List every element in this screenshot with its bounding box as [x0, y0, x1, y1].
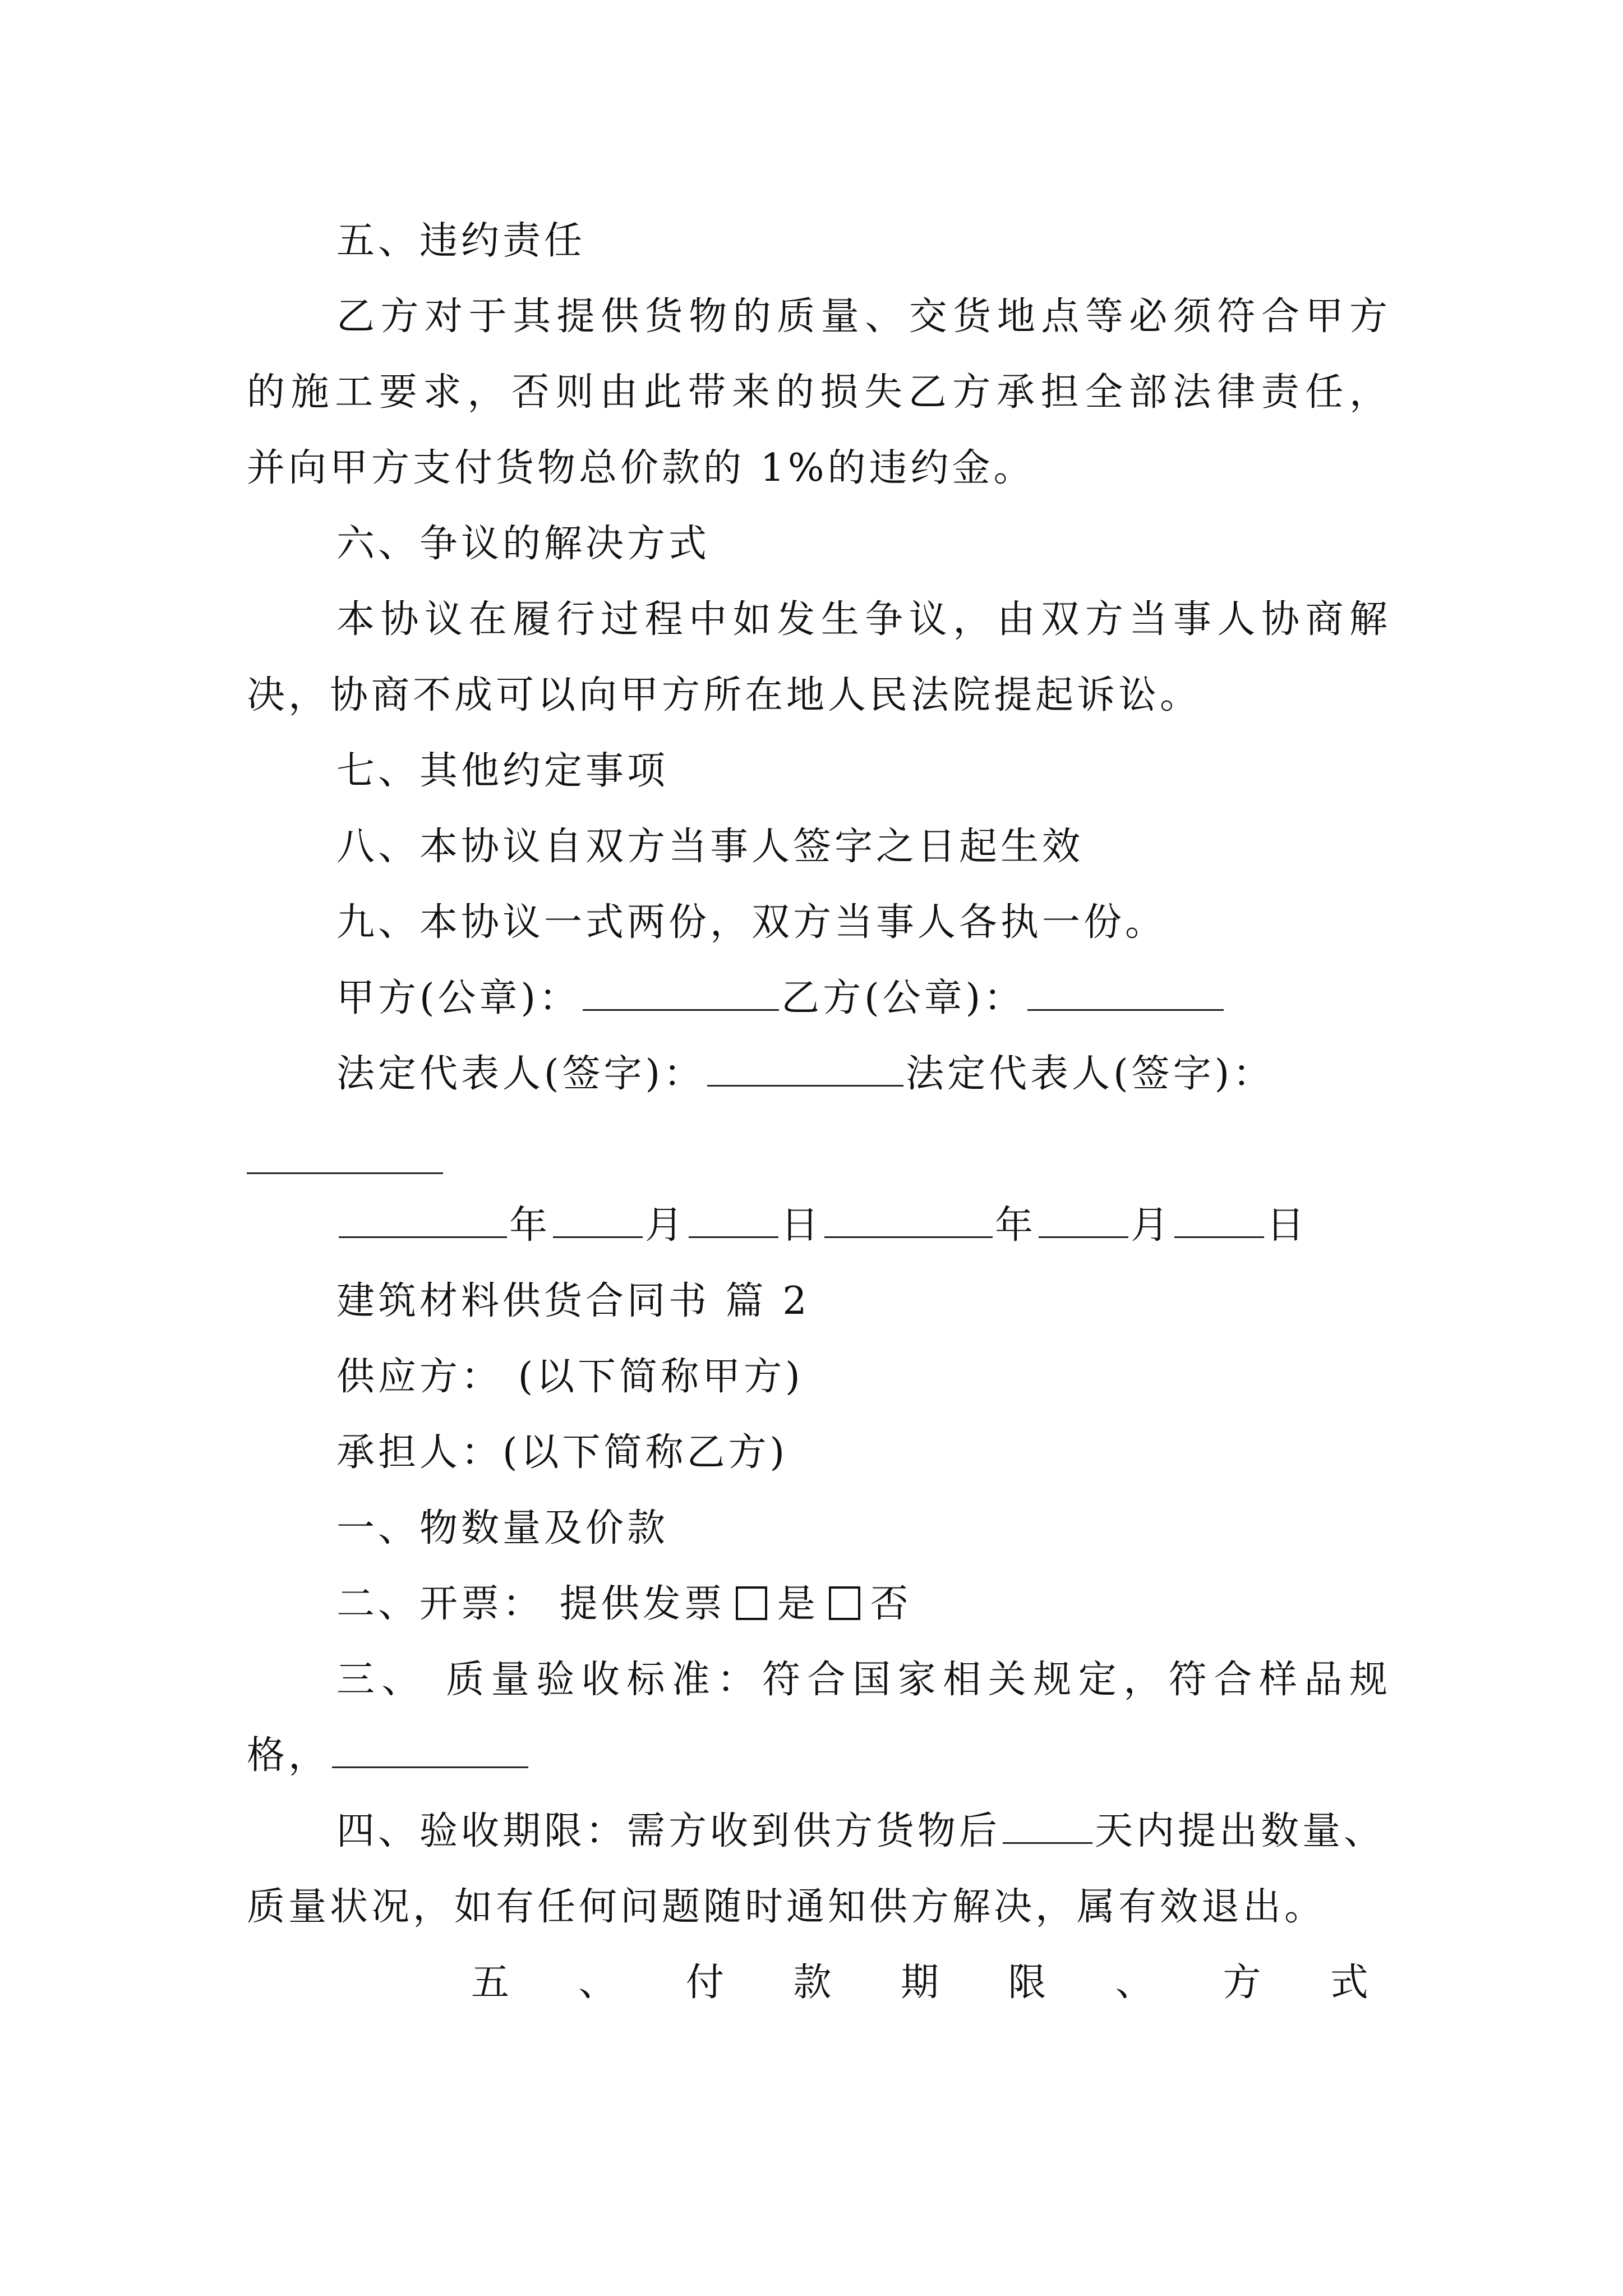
inspection-line	[336, 1806, 1391, 1857]
paragraph-line: 三、 质量验收标准：符合国家相关规定，符合样品规	[336, 1658, 1391, 1702]
inspection-label-tail: 天内提出数量、	[1095, 1809, 1386, 1853]
payment-char: 限	[1008, 1961, 1046, 2005]
payment-char: 期	[900, 1961, 939, 2005]
payment-char: 五	[471, 1961, 510, 2005]
representative-line	[336, 1049, 1391, 1099]
month-blank-a[interactable]	[553, 1234, 643, 1238]
party-a-rep-blank[interactable]	[707, 1083, 903, 1087]
month-label: 月	[645, 1203, 687, 1248]
paragraph-line: 并向甲方支付货物总价款的 1%的违约金。	[247, 446, 1035, 490]
signature-line	[336, 973, 1391, 1024]
supplier-line: 供应方： (以下简称甲方)	[336, 1355, 804, 1399]
inspection-label: 四、验收期限：需方收到供方货物后	[336, 1809, 1001, 1853]
year-blank-a[interactable]	[339, 1234, 507, 1238]
party-b-rep-blank[interactable]	[247, 1172, 443, 1174]
payment-char: 、	[578, 1961, 617, 2005]
day-blank-b[interactable]	[1174, 1234, 1264, 1238]
party-b-seal-blank[interactable]	[1027, 1007, 1224, 1011]
paragraph-line: 格，	[247, 1733, 330, 1778]
contract-title: 建筑材料供货合同书 篇 2	[336, 1279, 810, 1323]
section-heading: 一、物数量及价款	[336, 1506, 669, 1550]
paragraph-line: 本协议在履行过程中如发生争议，由双方当事人协商解	[336, 597, 1391, 642]
party-a-rep-label: 法定代表人(签字)：	[336, 1052, 706, 1096]
payment-char: 式	[1330, 1961, 1368, 2005]
section-heading: 六、争议的解决方式	[336, 522, 711, 566]
party-a-seal-blank[interactable]	[583, 1007, 779, 1011]
party-b-rep-label: 法定代表人(签字)：	[906, 1052, 1275, 1096]
quality-line	[247, 1731, 1391, 1781]
year-label: 年	[509, 1203, 551, 1248]
payment-char: 付	[685, 1961, 724, 2005]
day-blank-a[interactable]	[689, 1234, 778, 1238]
month-blank-b[interactable]	[1039, 1234, 1128, 1238]
party-b-seal-label: 乙方(公章)：	[781, 976, 1026, 1020]
invoice-line	[336, 1579, 1391, 1630]
year-blank-b[interactable]	[824, 1234, 993, 1238]
paragraph-line: 九、本协议一式两份，双方当事人各执一份。	[336, 900, 1167, 945]
paragraph-line: 质量状况，如有任何问题随时通知供方解决，属有效退出。	[247, 1885, 1326, 1929]
invoice-label: 二、开票： 提供发票	[336, 1582, 726, 1626]
quality-blank[interactable]	[332, 1764, 528, 1768]
payment-char: 方	[1223, 1961, 1261, 2005]
paragraph-line: 的施工要求，否则由此带来的损失乙方承担全部法律责任，	[247, 370, 1391, 415]
payment-char: 款	[793, 1961, 832, 2005]
section-heading: 五、违约责任	[336, 219, 586, 263]
bearer-line: 承担人：(以下简称乙方)	[336, 1430, 789, 1475]
day-label: 日	[1266, 1203, 1308, 1248]
month-label: 月	[1131, 1203, 1173, 1248]
paragraph-line: 乙方对于其提供货物的质量、交货地点等必须符合甲方	[336, 295, 1391, 339]
invoice-yes-checkbox[interactable]	[736, 1586, 767, 1620]
inspection-days-blank[interactable]	[1003, 1840, 1092, 1844]
paragraph-line: 决，协商不成可以向甲方所在地人民法院提起诉讼。	[247, 673, 1202, 717]
party-a-seal-label: 甲方(公章)：	[336, 976, 581, 1020]
section-heading: 七、其他约定事项	[336, 749, 669, 793]
day-label: 日	[781, 1203, 823, 1248]
invoice-no-checkbox[interactable]	[829, 1586, 860, 1620]
paragraph-line: 八、本协议自双方当事人签字之日起生效	[336, 825, 1084, 869]
date-line	[336, 1200, 1391, 1251]
payment-heading	[471, 1958, 1368, 2008]
payment-char: 、	[1115, 1961, 1154, 2005]
invoice-yes-label: 是	[777, 1582, 819, 1626]
year-label: 年	[995, 1203, 1037, 1248]
invoice-no-label: 否	[870, 1582, 912, 1626]
